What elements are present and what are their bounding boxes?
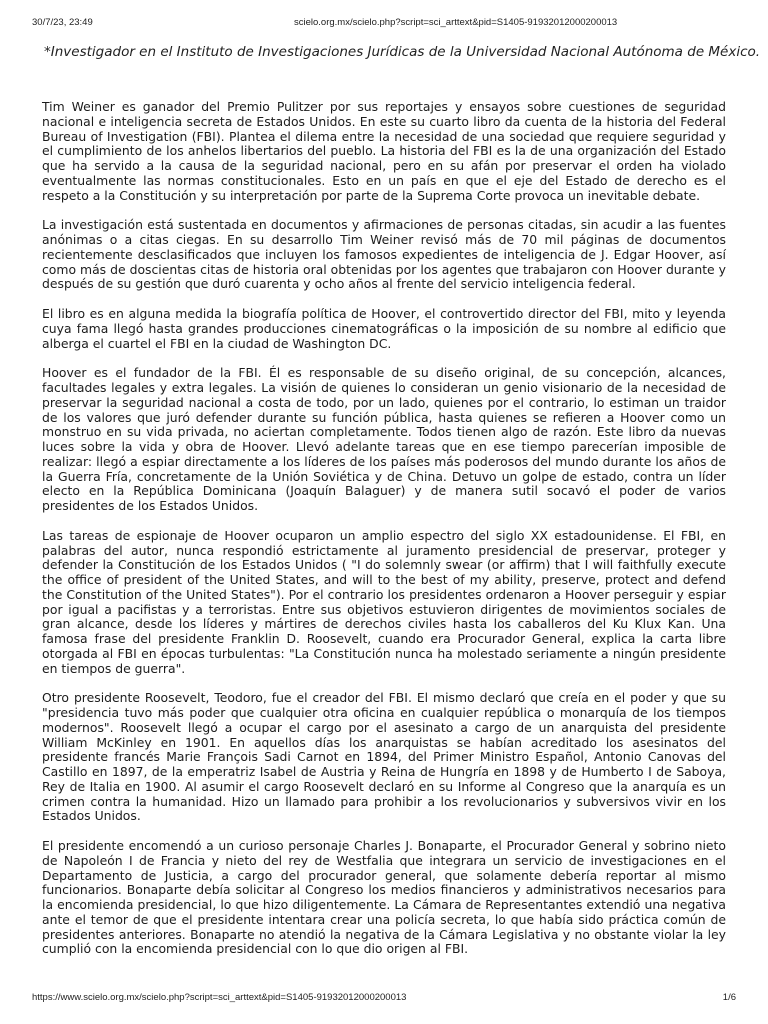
article-body: [42, 100, 726, 972]
paragraph: El presidente encomendó a un curioso personaje Charles J. Bonaparte, el Procurador General y sobrino nieto de Napoleón I de Francia y nieto del rey de Westfalia que integrara un servicio de investigaciones en el Departamento de Justicia, a cargo del procurador general, que solamente debería reportar al mismo funcionarios. Bonaparte debía solicitar al Congreso los medios financieros y administrativos necesarios para la encomienda presidencial, lo que hizo diligentemente. La Cámara de Representantes extendió una negativa ante el temor de que el presidente intentara crear una policía secreta, lo que había sido práctica común de presidentes anteriores. Bonaparte no atendió la negativa de la Cámara Legislativa y no obstante violar la ley cumplió con la encomienda presidencial con lo que dio origen al FBI.: [42, 838, 726, 957]
author-affiliation: *Investigador en el Instituto de Investigaciones Jurídicas de la Universidad Nacional Autónoma de México.: [44, 44, 761, 60]
print-site-url: scielo.org.mx/scielo.php?script=sci_arttext&pid=S1405-91932012000200013: [294, 17, 618, 28]
paragraph: La investigación está sustentada en documentos y afirmaciones de personas citadas, sin acudir a las fuentes anónimas o a citas ciegas. En su desarrollo Tim Weiner revisó más de 70 mil páginas de documentos recientemente desclasificados que incluyen los famosos expedientes de inteligencia de J. Edgar Hoover, así como más de doscientas citas de historia oral obtenidas por los agentes que trabajaron con Hoover durante y después de su gestión que duró cuarenta y ocho años al frente del servicio inteligencia federal.: [42, 217, 726, 292]
print-header: [32, 17, 736, 31]
print-footer: [32, 992, 736, 1006]
footer-url: https://www.scielo.org.mx/scielo.php?script=sci_arttext&pid=S1405-91932012000200013: [32, 992, 407, 1003]
paragraph: Tim Weiner es ganador del Premio Pulitzer por sus reportajes y ensayos sobre cuestiones de seguridad nacional e inteligencia secreta de Estados Unidos. En este su cuarto libro da cuenta de la historia del Federal Bureau of Investigation (FBI). Plantea el dilema entre la necesidad de una sociedad que requiere seguridad y el cumplimiento de los anhelos libertarios del pueblo. La historia del FBI es la de una organización del Estado que ha servido a la causa de la seguridad nacional, pero en su afán por preservar el orden ha violado eventualmente las normas constitucionales. Esto en un país en que el eje del Estado de derecho es el respeto a la Constitución y su interpretación por parte de la Suprema Corte provoca un inevitable debate.: [42, 99, 726, 203]
paragraph: Las tareas de espionaje de Hoover ocuparon un amplio espectro del siglo XX estadounidense. El FBI, en palabras del autor, nunca respondió estrictamente al juramento presidencial de preservar, proteger y defender la Constitución de los Estados Unidos ( "I do solemnly swear (or affirm) that I will faithfully execute the office of president of the United States, and will to the best of my ability, preserve, protect and defend the Constitution of the United States"). Por el contrario los presidentes ordenaron a Hoover perseguir y espiar por igual a pacifistas y a terroristas. Entre sus objetivos estuvieron dirigentes de movimientos sociales de gran alcance, desde los líderes y mártires de derechos civiles hasta los caballeros del Ku Klux Kan. Una famosa frase del presidente Franklin D. Roosevelt, cuando era Procurador General, explica la carta libre otorgada al FBI en épocas turbulentas: "La Constitución nunca ha molestado seriamente a ningún presidente en tiempos de guerra".: [42, 527, 726, 676]
page-number: 1/6: [722, 992, 736, 1003]
paragraph: Otro presidente Roosevelt, Teodoro, fue el creador del FBI. El mismo declaró que creía en el poder y que su "presidencia tuvo más poder que cualquier otra oficina en cualquier república o monarquía de los tiempos modernos". Roosevelt llegó a ocupar el cargo por el asesinato a cargo de un anarquista del presidente William McKinley en 1901. En aquellos días los anarquistas se habían acreditado los asesinatos del presidente francés Marie François Sadi Carnot en 1894, del Primer Ministro Español, Antonio Canovas del Castillo en 1897, de la emperatriz Isabel de Austria y Reina de Hungría en 1898 y de Humberto I de Saboya, Rey de Italia en 1900. Al asumir el cargo Roosevelt declaró en su Informe al Congreso que la anarquía es un crimen contra la humanidad. Hizo un llamado para prohibir a los revolucionarios y subversivos vivir en los Estados Unidos.: [42, 690, 726, 824]
paragraph: Hoover es el fundador de la FBI. Él es responsable de su diseño original, de su concepción, alcances, facultades legales y extra legales. La visión de quienes lo consideran un genio visionario de la necesidad de preservar la seguridad nacional a costa de todo, por un lado, quienes por el contrario, lo estiman un traidor de los valores que juró defender durante su función pública, hasta quienes se refieren a Hoover como un monstruo en su vida privada, no aciertan completamente. Todos tienen algo de razón. Este libro da nuevas luces sobre la vida y obra de Hoover. Llevó adelante tareas que en ese tiempo parecerían imposible de realizar: llegó a espiar directamente a los líderes de los países más poderosos del mundo durante los años de la Guerra Fría, concretamente de la Unión Soviética y de China. Detuvo un golpe de estado, contra un líder electo en la República Dominicana (Joaquín Balaguer) y de manera sutil socavó el poder de varios presidentes de los Estados Unidos.: [42, 365, 726, 513]
paragraph: El libro es en alguna medida la biografía política de Hoover, el controvertido director del FBI, mito y leyenda cuya fama llegó hasta grandes producciones cinematográficas o la imposición de su nombre al edificio que alberga el cuartel el FBI en la ciudad de Washington DC.: [42, 306, 726, 351]
print-datetime: 30/7/23, 23:49: [32, 17, 93, 28]
